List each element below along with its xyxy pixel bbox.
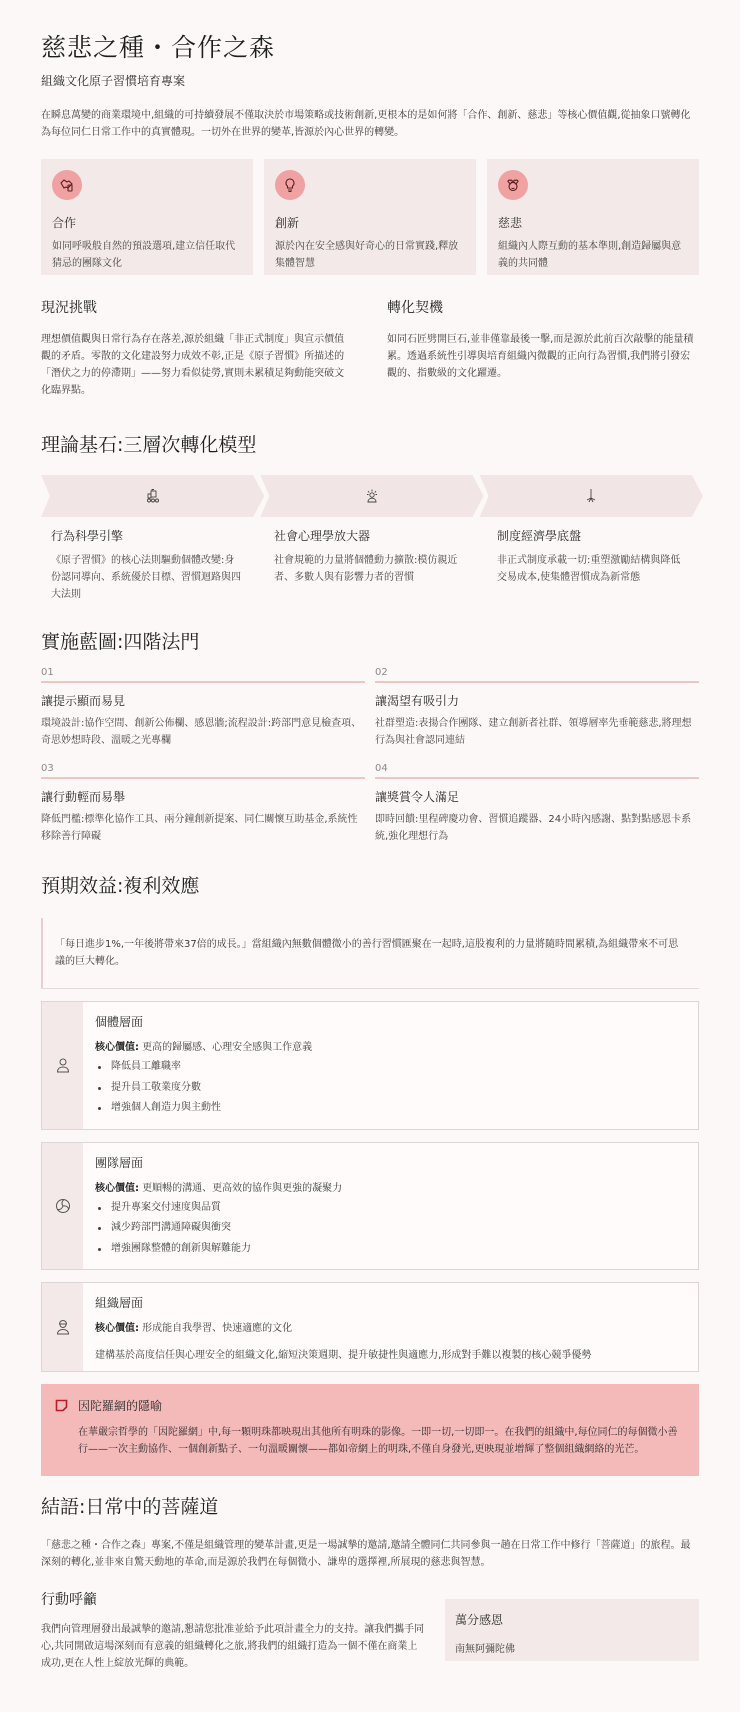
step-title: 讓提示顯而易見 xyxy=(41,694,126,708)
challenge-title: 現況挑戰 xyxy=(41,300,97,316)
chevron-step xyxy=(260,475,483,517)
level-core-value xyxy=(95,1038,686,1053)
benefits-heading: 預期效益:複利效應 xyxy=(41,875,200,897)
value-desc: 源於內在安全感與好奇心的日常實踐,釋放集體智慧 xyxy=(275,241,459,269)
layer-desc: 《原子習慣》的核心法則驅動個體改變:身份認同導向、系統優於目標、習慣迴路與四大法則 xyxy=(51,555,241,600)
list-item: 提升專案交付速度與品質 xyxy=(95,1198,686,1219)
list-item: 增強個人創造力與主動性 xyxy=(95,1098,686,1119)
thanks-text: 南無阿彌陀佛 xyxy=(455,1644,516,1655)
theory-layer xyxy=(264,527,476,603)
step-number: 04 xyxy=(375,763,699,779)
core-label: 核心價值: xyxy=(95,1323,139,1334)
value-title: 慈悲 xyxy=(498,216,523,230)
list-item: 降低員工離職率 xyxy=(95,1057,686,1078)
layer-title: 行為科學引擎 xyxy=(51,529,124,543)
core-text: 更高的歸屬感、心理安全感與工作意義 xyxy=(139,1042,313,1053)
engine-icon xyxy=(145,488,161,504)
level-body xyxy=(83,1002,698,1129)
metaphor-title: 因陀羅網的隱喻 xyxy=(78,1399,163,1413)
thanks-card xyxy=(445,1599,699,1661)
chevron-step xyxy=(41,475,264,517)
theory-chevron-flow xyxy=(41,475,699,517)
core-text: 更順暢的溝通、更高效的協作與更強的凝聚力 xyxy=(139,1182,343,1194)
cta-text: 我們向管理層發出最誠摯的邀請,懇請您批准並給予此項計畫全力的支持。讓我們攜手同心,共同開啟這場深刻而有意義的組織轉化之旅,將我們的組織打造為一個不僅在商業上成功,更在人性上綻放光輝的典範。 xyxy=(41,1624,425,1669)
core-values xyxy=(41,159,699,275)
level-core-value xyxy=(95,1179,686,1194)
theory-layers xyxy=(41,527,699,603)
layer-desc: 社會規範的力量將個體動力擴散:模仿親近者、多數人與有影響力者的習慣 xyxy=(274,555,458,583)
step-desc: 降低門檻:標準化協作工具、兩分鐘創新提案、同仁關懷互助基金,系統性移除善行障礙 xyxy=(41,814,358,842)
layer-title: 制度經濟學底盤 xyxy=(497,529,582,543)
core-label: 核心價值: xyxy=(95,1182,139,1194)
level-core-value xyxy=(95,1319,686,1334)
value-card-compassion xyxy=(487,159,699,275)
cta-title: 行動呼籲 xyxy=(41,1592,97,1608)
value-desc: 組織內人際互動的基本準則,創造歸屬與意義的共同體 xyxy=(498,241,682,269)
level-list xyxy=(95,1057,686,1119)
challenge-block xyxy=(41,297,353,399)
core-label: 核心價值: xyxy=(95,1042,139,1053)
cta-section xyxy=(41,1589,699,1672)
note-icon xyxy=(55,1399,68,1412)
step-desc: 即時回饋:里程碑慶功會、習慣追蹤器、24小時內感謝、點對點感恩卡系統,強化理想行為 xyxy=(375,814,692,842)
theory-layer xyxy=(487,527,699,603)
opportunity-block xyxy=(387,297,699,399)
divider xyxy=(41,988,699,989)
volleyball-icon xyxy=(54,1197,72,1215)
list-item: 提升員工敬業度分數 xyxy=(95,1078,686,1099)
level-icon-column xyxy=(42,1002,83,1129)
list-item: 增強團隊整體的創新與解難能力 xyxy=(95,1239,686,1260)
level-icon-column xyxy=(42,1283,83,1371)
step-number: 02 xyxy=(375,667,699,683)
opportunity-text: 如同石匠劈開巨石,並非僅靠最後一擊,而是源於此前百次敲擊的能量積累。透過系統性引導與培育組織內微觀的正向行為習慣,我們將引發宏觀的、指數級的文化躍遷。 xyxy=(387,334,694,379)
theory-heading: 理論基石:三層次轉化模型 xyxy=(41,434,257,456)
value-desc: 如同呼吸般自然的預設選項,建立信任取代猜忌的團隊文化 xyxy=(52,241,236,269)
step-number: 01 xyxy=(41,667,365,683)
compound-quote: 「每日進步1%,一年後將帶來37倍的成長。」當組織內無數個體微小的善行習慣匯聚在一起時,這股複利的力量將隨時間累積,為組織帶來不可思議的巨大轉化。 xyxy=(41,918,699,988)
challenge-text: 理想價值觀與日常行為存在落差,源於組織「非正式制度」與宣示價值觀的矛盾。零散的文化建設努力成效不彰,正是《原子習慣》所描述的「潛伏之力的停滯期」——努力看似徒勞,實則未累積足夠動能突破文化臨界點。 xyxy=(41,334,345,396)
theory-layer xyxy=(41,527,253,603)
worker-icon xyxy=(54,1318,72,1336)
opportunity-title: 轉化契機 xyxy=(387,300,443,316)
layer-title: 社會心理學放大器 xyxy=(274,529,371,543)
step-desc: 環境設計:協作空間、創新公佈欄、感恩牆;流程設計:跨部門意見檢查項、奇思妙想時段、溫暖之光專欄 xyxy=(41,718,362,746)
page-subtitle: 組織文化原子習慣培育專案 xyxy=(41,74,186,88)
conclusion-text: 「慈悲之種・合作之森」專案,不僅是組織管理的變革計畫,更是一場誠摯的邀請,邀請全體同仁共同參與一趟在日常工作中修行「菩薩道」的旅程。最深刻的轉化,並非來自驚天動地的革命,而是源於我們在每個微小、謙卑的選擇裡,所展現的慈悲與智慧。 xyxy=(41,1540,691,1568)
metaphor-text: 在華嚴宗哲學的「因陀羅網」中,每一顆明珠都映現出其他所有明珠的影像。一即一切,一切即一。在我們的組織中,每位同仁的每個微小善行——一次主動協作、一個創新點子、一句溫暖關懷——都如帝網上的明珠,不僅自身發光,更映現並增輝了整個組織網絡的光芒。 xyxy=(78,1427,678,1455)
plan-step xyxy=(41,763,365,845)
value-title: 創新 xyxy=(275,216,300,230)
roots-icon xyxy=(583,488,599,504)
situation-section xyxy=(41,297,699,399)
step-number: 03 xyxy=(41,763,365,779)
benefit-level-individual xyxy=(41,1001,699,1130)
intro-paragraph: 在瞬息萬變的商業環境中,組織的可持續發展不僅取決於市場策略或技術創新,更根本的是如何將「合作、創新、慈悲」等核心價值觀,從抽象口號轉化為每位同仁日常工作中的真實體現。一切外在世界的變革,皆源於內心世界的轉變。 xyxy=(41,110,691,138)
value-card-innovation xyxy=(264,159,476,275)
plan-step xyxy=(375,763,699,845)
plan-step xyxy=(375,667,699,749)
thanks-title: 萬分感恩 xyxy=(455,1613,504,1627)
conclusion-heading: 結語:日常中的菩薩道 xyxy=(41,1496,219,1518)
call-to-action xyxy=(41,1589,427,1672)
layer-desc: 非正式制度承載一切:重塑激勵結構與降低交易成本,使集體習慣成為新常態 xyxy=(497,555,681,583)
level-body xyxy=(83,1283,698,1371)
person-radiate-icon xyxy=(364,488,380,504)
page-title: 慈悲之種・合作之森 xyxy=(41,33,276,62)
user-icon xyxy=(54,1056,72,1074)
level-title: 個體層面 xyxy=(95,1015,144,1029)
plan-steps xyxy=(41,667,699,845)
chevron-step xyxy=(480,475,703,517)
lightbulb-icon xyxy=(275,170,305,200)
metaphor-header xyxy=(55,1397,685,1414)
list-item: 減少跨部門溝通障礙與衝突 xyxy=(95,1218,686,1239)
level-list xyxy=(95,1198,686,1260)
step-desc: 社群塑造:表揚合作團隊、建立創新者社群、領導層率先垂範慈悲,將理想行為與社會認同連結 xyxy=(375,718,692,746)
metaphor-callout xyxy=(41,1384,699,1476)
level-icon-column xyxy=(42,1143,83,1270)
benefit-level-organization xyxy=(41,1282,699,1372)
step-title: 讓行動輕而易舉 xyxy=(41,790,126,804)
level-extra-text: 建構基於高度信任與心理安全的組織文化,縮短決策週期、提升敏捷性與適應力,形成對手難以複製的核心競爭優勢 xyxy=(95,1350,592,1361)
value-title: 合作 xyxy=(52,216,77,230)
step-title: 讓獎賞令人滿足 xyxy=(375,790,460,804)
level-body xyxy=(83,1143,698,1270)
handshake-icon xyxy=(52,170,82,200)
plan-step xyxy=(41,667,365,749)
step-title: 讓渴望有吸引力 xyxy=(375,694,460,708)
heart-face-icon xyxy=(498,170,528,200)
value-card-cooperation xyxy=(41,159,253,275)
level-title: 組織層面 xyxy=(95,1296,144,1310)
core-text: 形成能自我學習、快速適應的文化 xyxy=(139,1323,293,1334)
level-title: 團隊層面 xyxy=(95,1155,144,1170)
plan-heading: 實施藍圖:四階法門 xyxy=(41,631,200,653)
benefit-level-team xyxy=(41,1142,699,1271)
